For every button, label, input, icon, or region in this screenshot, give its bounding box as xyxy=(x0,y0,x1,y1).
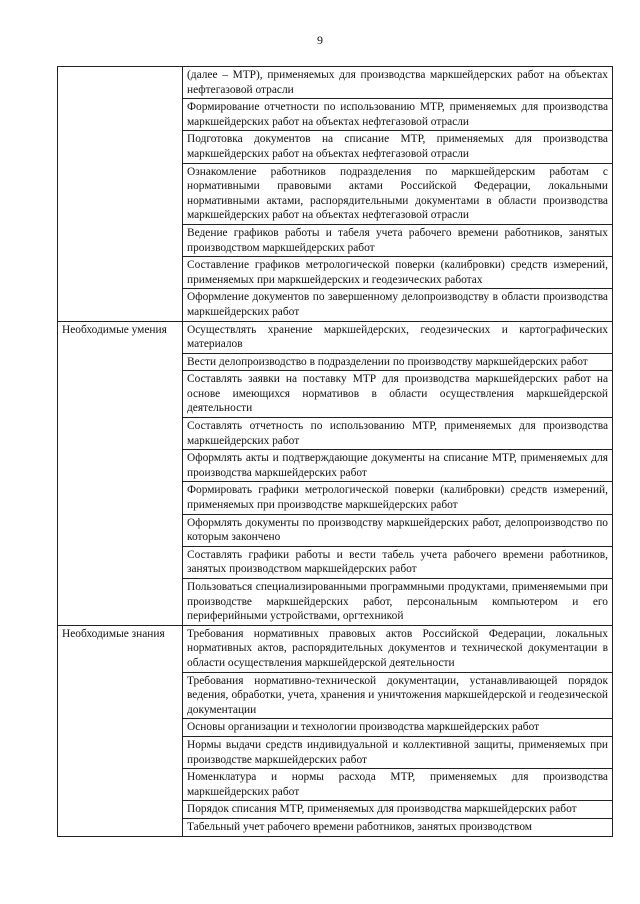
category-cell: Необходимые умения xyxy=(58,321,183,625)
item-cell: Оформлять акты и подтверждающие документы на списание МТР, применяемых для производства маркшейдерских работ xyxy=(183,450,613,482)
table-row xyxy=(58,67,613,99)
item-cell: Требования нормативных правовых актов Российской Федерации, локальных нормативных актов, распорядительных документов и технической документации в области осуществления маркшейдерской деятельности xyxy=(183,625,613,672)
item-cell: Основы организации и технологии производства маркшейдерских работ xyxy=(183,719,613,737)
item-cell: Составлять отчетность по использованию МТР, применяемых для производства маркшейдерских работ xyxy=(183,418,613,450)
item-cell: Ознакомление работников подразделения по маркшейдерским работам с нормативными правовыми актами Российской Федерации, локальными нормативными актами, распорядительными документами в области производства маркшейдерских работ на объектах нефтегазовой отрасли xyxy=(183,163,613,224)
item-cell: Вести делопроизводство в подразделении по производству маркшейдерских работ xyxy=(183,353,613,371)
item-cell: Табельный учет рабочего времени работников, занятых производством xyxy=(183,818,613,836)
page-number: 9 xyxy=(317,33,323,47)
category-cell: Необходимые знания xyxy=(58,625,183,836)
item-cell: Формирование отчетности по использованию МТР, применяемых для производства маркшейдерских работ на объектах нефтегазовой отрасли xyxy=(183,99,613,131)
table-row xyxy=(58,625,613,672)
item-cell: Ведение графиков работы и табеля учета рабочего времени работников, занятых производством маркшейдерских работ xyxy=(183,224,613,256)
item-cell: Составление графиков метрологической поверки (калибровки) средств измерений, применяемых при маркшейдерских и геодезических работах xyxy=(183,257,613,289)
item-cell: Нормы выдачи средств индивидуальной и коллективной защиты, применяемых при производстве маркшейдерских работ xyxy=(183,736,613,768)
item-cell: Формировать графики метрологической поверки (калибровки) средств измерений, применяемых при производстве маркшейдерских работ xyxy=(183,482,613,514)
table-row xyxy=(58,321,613,353)
item-cell: Номенклатура и нормы расхода МТР, применяемых для производства маркшейдерских работ xyxy=(183,769,613,801)
item-cell: (далее – МТР), применяемых для производства маркшейдерских работ на объектах нефтегазовой отрасли xyxy=(183,67,613,99)
item-cell: Оформление документов по завершенному делопроизводству в области производства маркшейдерских работ xyxy=(183,289,613,321)
specification-table-body xyxy=(58,67,613,837)
item-cell: Пользоваться специализированными программными продуктами, применяемыми при производстве маркшейдерских работ, персональным компьютером и его периферийными устройствами, оргтехникой xyxy=(183,579,613,626)
category-cell xyxy=(58,67,183,322)
item-cell: Порядок списания МТР, применяемых для производства маркшейдерских работ xyxy=(183,801,613,819)
specification-table xyxy=(57,66,613,837)
item-cell: Требования нормативно-технической документации, устанавливающей порядок ведения, обработки, учета, хранения и уничтожения маркшейдерской и геодезической документации xyxy=(183,672,613,719)
page-bottom-margin xyxy=(0,862,640,904)
item-cell: Осуществлять хранение маркшейдерских, геодезических и картографических материалов xyxy=(183,321,613,353)
item-cell: Составлять графики работы и вести табель учета рабочего времени работников, занятых производством маркшейдерских работ xyxy=(183,546,613,578)
item-cell: Оформлять документы по производству маркшейдерских работ, делопроизводство по которым закончено xyxy=(183,514,613,546)
item-cell: Составлять заявки на поставку МТР для производства маркшейдерских работ на основе имеющихся нормативов в области осуществления маркшейдерской деятельности xyxy=(183,371,613,418)
item-cell: Подготовка документов на списание МТР, применяемых для производства маркшейдерских работ на объектах нефтегазовой отрасли xyxy=(183,131,613,163)
